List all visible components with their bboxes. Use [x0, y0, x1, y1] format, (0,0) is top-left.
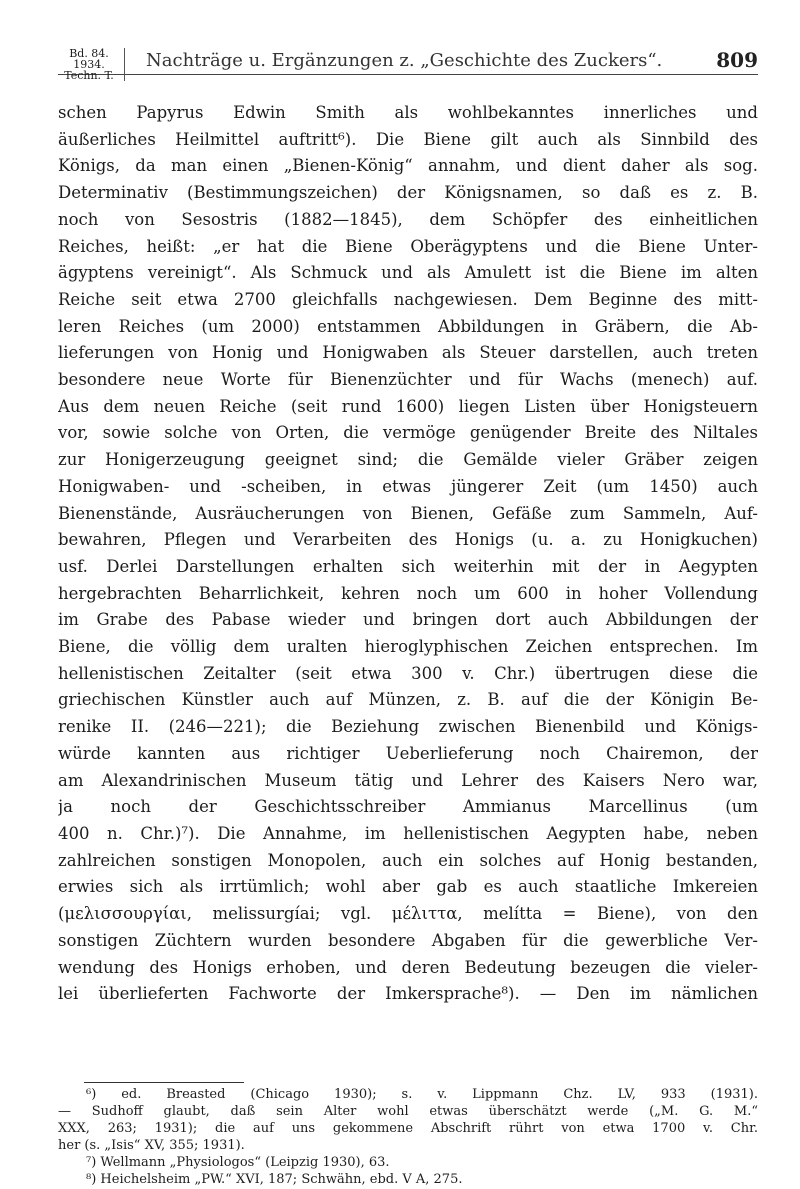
body-line: lieferungen von Honig und Honigwaben als Steuer darstellen, auch treten	[58, 343, 758, 363]
body-line: renike II. (246—221); die Beziehung zwischen Bienenbild und Königs-	[58, 717, 758, 737]
journal-abbrev: Techn. T.	[64, 69, 114, 82]
body-line: sonstigen Züchtern wurden besondere Abgaben für die gewerbliche Ver-	[58, 930, 758, 950]
running-title: Nachträge u. Ergänzungen z. „Geschichte des Zuckers“.	[146, 50, 663, 71]
body-line: im Grabe des Pabase wieder und bringen dort auch Abbildungen der	[58, 610, 758, 630]
volume-info	[58, 48, 125, 81]
body-line: ja noch der Geschichtsschreiber Ammianus Marcellinus (um	[58, 797, 758, 817]
body-line: besondere neue Worte für Bienenzüchter und für Wachs (menech) auf.	[58, 370, 758, 390]
body-line: Determinativ (Bestimmungszeichen) der Königsnamen, so daß es z. B.	[58, 183, 758, 203]
body-line: hergebrachten Beharrlichkeit, kehren noch um 600 in hoher Vollendung	[58, 583, 758, 603]
body-line: Biene, die völlig dem uralten hieroglyphischen Zeichen entsprechen. Im	[58, 637, 758, 657]
body-line: würde kannten aus richtiger Ueberlieferung noch Chairemon, der	[58, 743, 758, 763]
footnote-line: ⁶) ed. Breasted (Chicago 1930); s. v. Lippmann Chz. LV, 933 (1931).	[86, 1087, 758, 1102]
body-line: hellenistischen Zeitalter (seit etwa 300 v. Chr.) übertrugen diese die	[58, 663, 758, 683]
running-header	[58, 47, 758, 82]
body-line: Königs, da man einen „Bienen-König“ annahm, und dient daher als sog.	[58, 156, 758, 176]
body-line: am Alexandrinischen Museum tätig und Lehrer des Kaisers Nero war,	[58, 770, 758, 790]
footnote-line: ⁷) Wellmann „Physiologos“ (Leipzig 1930), 63.	[86, 1155, 390, 1170]
footnote-line: ⁸) Heichelsheim „PW.“ XVI, 187; Schwähn, ebd. V A, 275.	[86, 1172, 463, 1187]
page-number: 809	[716, 48, 758, 72]
body-line: Aus dem neuen Reiche (seit rund 1600) liegen Listen über Honigsteuern	[58, 396, 758, 416]
body-line: 400 n. Chr.)⁷). Die Annahme, im hellenistischen Aegypten habe, neben	[58, 823, 758, 843]
body-line: bewahren, Pflegen und Verarbeiten des Honigs (u. a. zu Honigkuchen)	[58, 530, 758, 550]
body-line: erwies sich als irrtümlich; wohl aber gab es auch staatliche Imkereien	[58, 877, 758, 897]
body-line: Reiches, heißt: „er hat die Biene Oberägyptens und die Biene Unter-	[58, 236, 758, 256]
body-line: zahlreichen sonstigen Monopolen, auch ein solches auf Honig bestanden,	[58, 850, 758, 870]
body-line: leren Reiches (um 2000) entstammen Abbildungen in Gräbern, die Ab-	[58, 316, 758, 336]
body-line: ägyptens vereinigt“. Als Schmuck und als Amulett ist die Biene im alten	[58, 263, 758, 283]
footnote-separator	[84, 1082, 244, 1083]
body-line: (μελισσουργίαι, melissurgíai; vgl. μέλιττα, melítta = Biene), von den	[58, 904, 758, 924]
body-text	[58, 100, 758, 1008]
footnote-line: her (s. „Isis“ XV, 355; 1931).	[58, 1138, 245, 1153]
footnotes	[58, 1086, 758, 1188]
body-line: vor, sowie solche von Orten, die vermöge genügender Breite des Niltales	[58, 423, 758, 443]
body-line: noch von Sesostris (1882—1845), dem Schöpfer des einheitlichen	[58, 209, 758, 229]
body-line: usf. Derlei Darstellungen erhalten sich weiterhin mit der in Aegypten	[58, 556, 758, 576]
body-line: Honigwaben- und -scheiben, in etwas jüngerer Zeit (um 1450) auch	[58, 476, 758, 496]
body-line: Bienenstände, Ausräucherungen von Bienen, Gefäße zum Sammeln, Auf-	[58, 503, 758, 523]
footnote-line: — Sudhoff glaubt, daß sein Alter wohl etwas überschätzt werde („M. G. M.“	[58, 1104, 758, 1119]
footnote-line: XXX, 263; 1931); die auf uns gekommene Abschrift rührt von etwa 1700 v. Chr.	[58, 1121, 758, 1136]
body-line: schen Papyrus Edwin Smith als wohlbekanntes innerliches und	[58, 103, 758, 122]
body-line: Reiche seit etwa 2700 gleichfalls nachgewiesen. Dem Beginne des mitt-	[58, 289, 758, 309]
body-line: lei überlieferten Fachworte der Imkersprache⁸). — Den im nämlichen	[58, 984, 758, 1004]
body-line: wendung des Honigs erhoben, und deren Bedeutung bezeugen die vieler-	[58, 957, 758, 977]
body-line: zur Honigerzeugung geeignet sind; die Gemälde vieler Gräber zeigen	[58, 450, 758, 470]
body-line: griechischen Künstler auch auf Münzen, z. B. auf die der Königin Be-	[58, 690, 758, 710]
volume-number: Bd. 84. 1934.	[69, 47, 109, 71]
body-line: äußerliches Heilmittel auftritt⁶). Die Biene gilt auch als Sinnbild des	[58, 129, 758, 149]
